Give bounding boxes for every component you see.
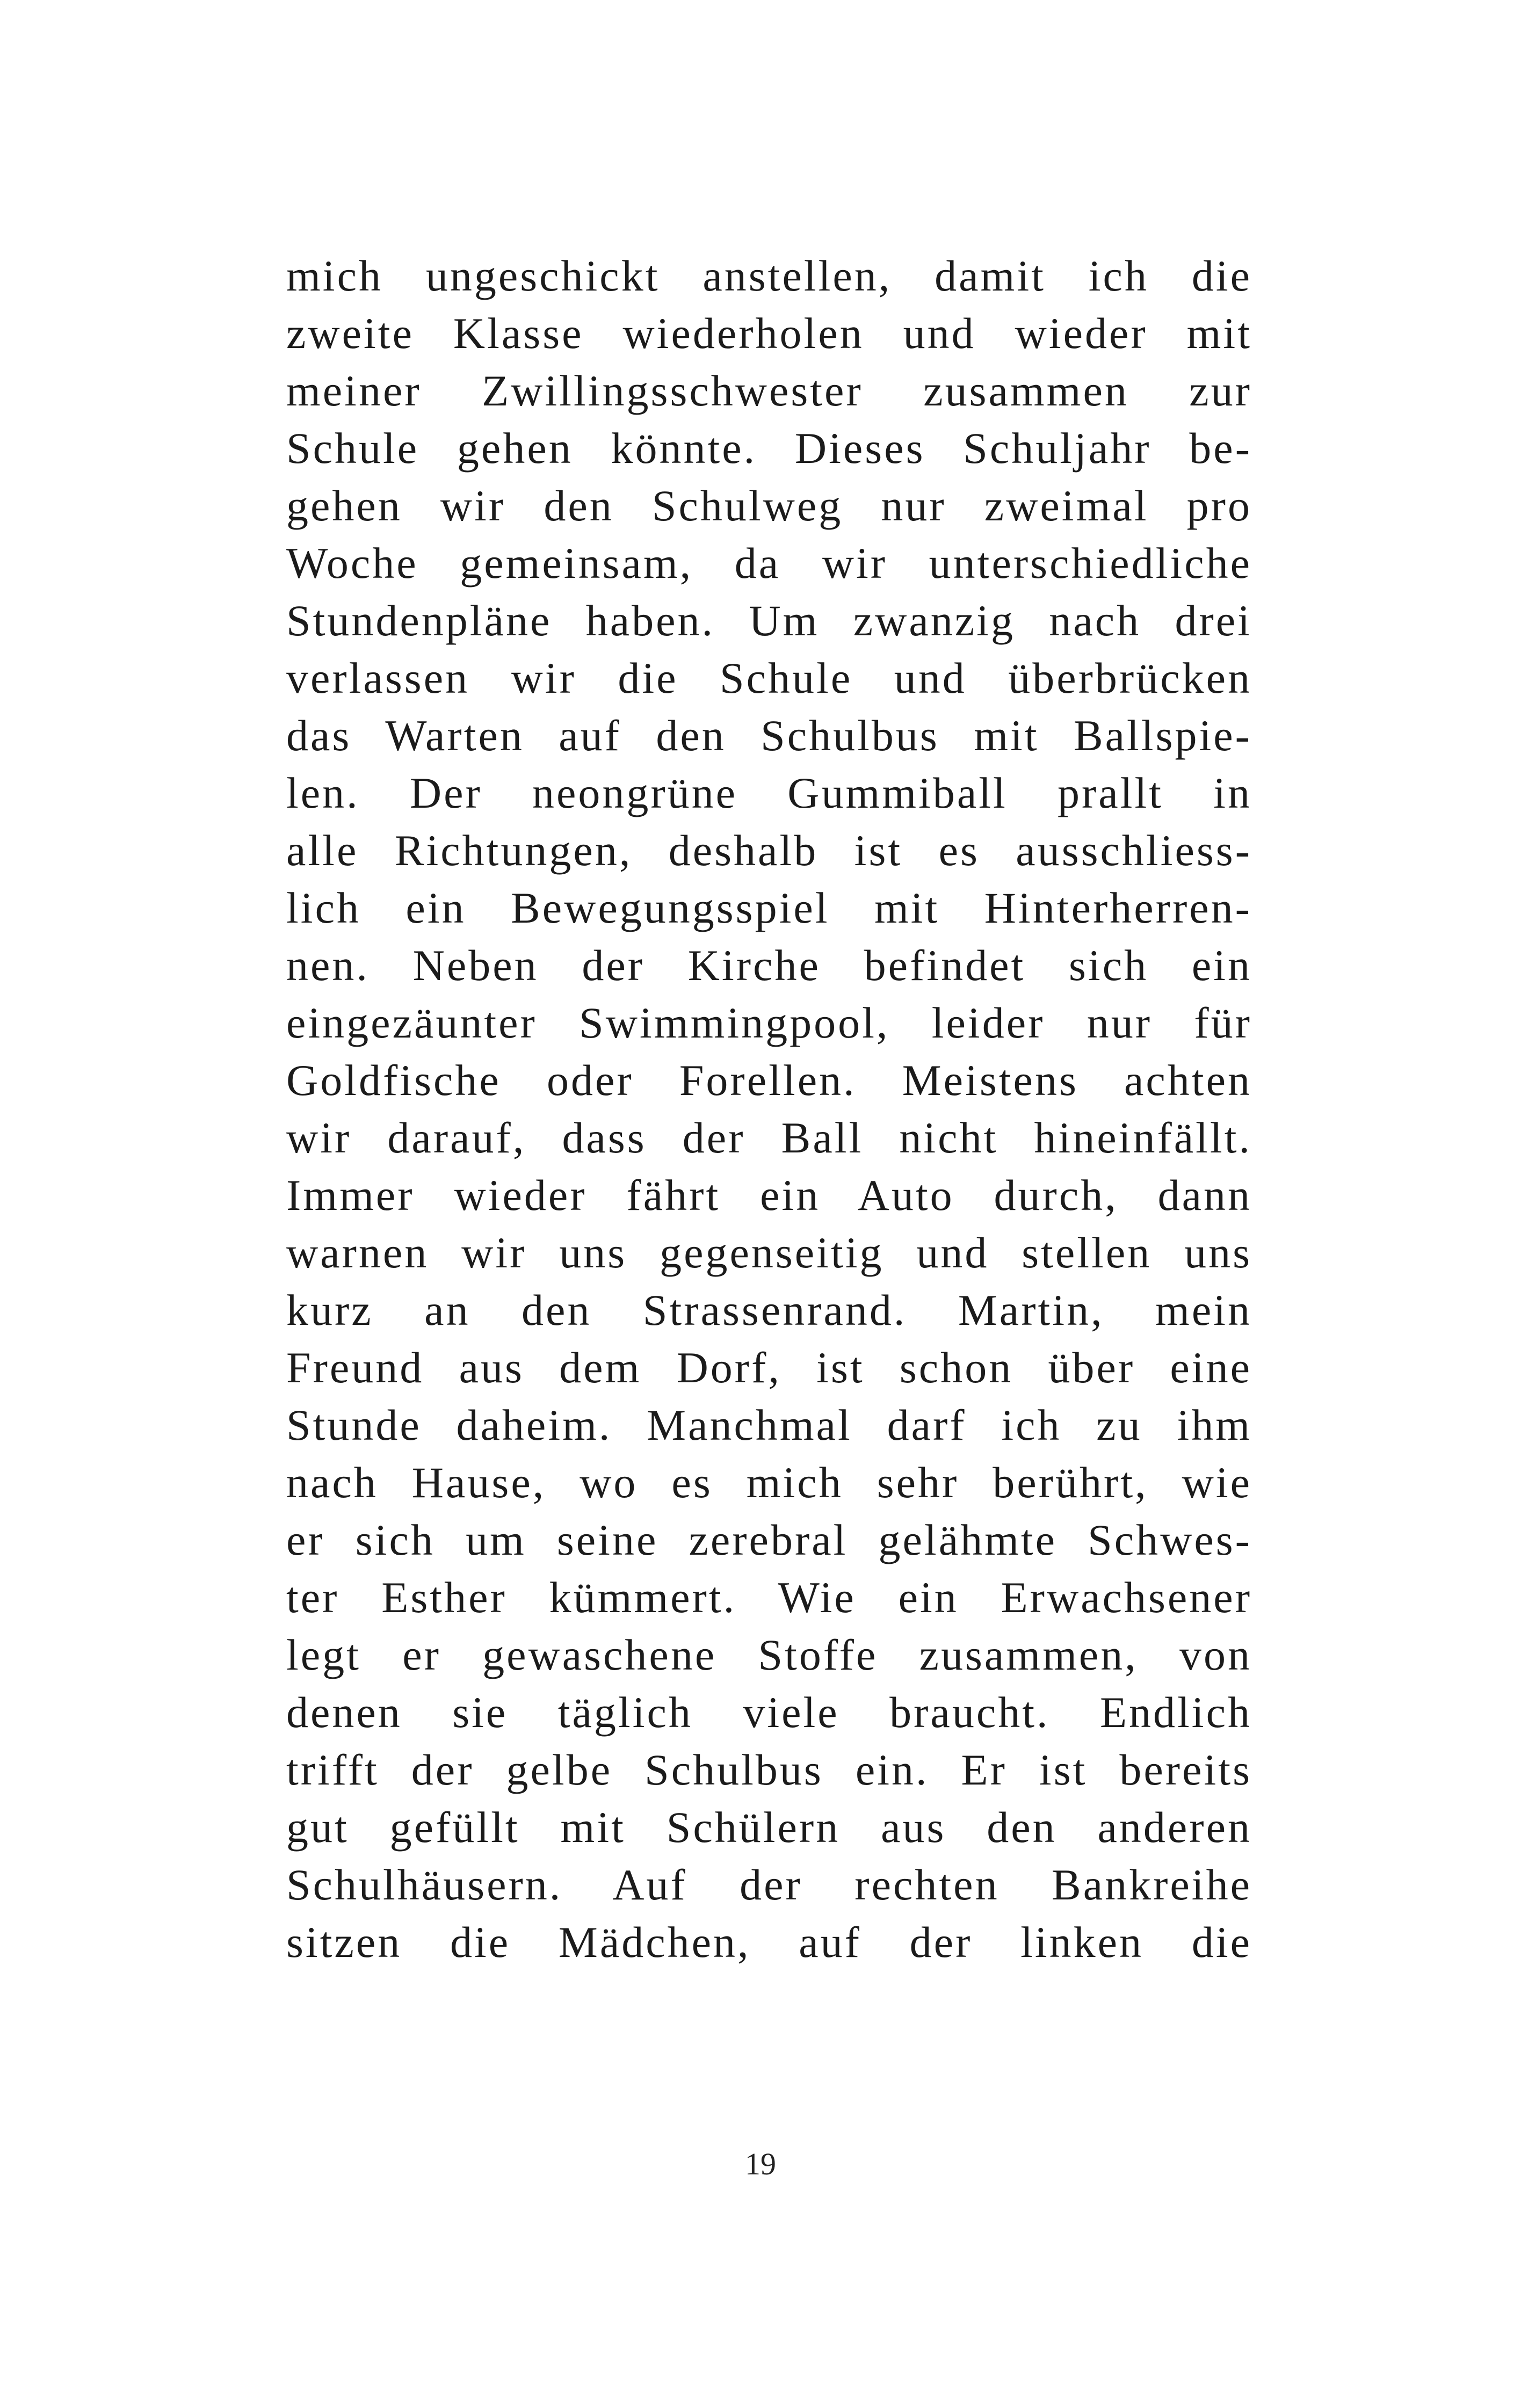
text-line: Stunde daheim. Manchmal darf ich zu ihm [286,1401,1252,1449]
text-line: wir darauf, dass der Ball nicht hineinfällt. [286,1113,1252,1162]
text-line: zweite Klasse wiederholen und wieder mit [286,309,1252,358]
text-line: trifft der gelbe Schulbus ein. Er ist bereits [286,1745,1252,1794]
page-number: 19 [745,2146,776,2181]
text-line: alle Richtungen, deshalb ist es ausschliess- [286,826,1252,875]
text-line: Stundenpläne haben. Um zwanzig nach drei [286,596,1252,645]
text-line: warnen wir uns gegenseitig und stellen uns [286,1228,1252,1277]
body-text [286,247,1252,1971]
text-line: denen sie täglich viele braucht. Endlich [286,1688,1252,1737]
text-line: legt er gewaschene Stoffe zusammen, von [286,1630,1252,1679]
text-line: lich ein Bewegungsspiel mit Hinterherren- [286,883,1252,932]
text-line: das Warten auf den Schulbus mit Ballspie- [286,711,1252,760]
text-line: ter Esther kümmert. Wie ein Erwachsener [286,1573,1252,1622]
text-line: er sich um seine zerebral gelähmte Schwes- [286,1515,1252,1564]
text-line: Schule gehen könnte. Dieses Schuljahr be- [286,424,1252,473]
text-line: len. Der neongrüne Gummiball prallt in [286,768,1252,817]
text-line: Woche gemeinsam, da wir unterschiedliche [286,539,1252,588]
text-line: sitzen die Mädchen, auf der linken die [286,1918,1252,1967]
text-line: Immer wieder fährt ein Auto durch, dann [286,1171,1252,1220]
text-line: Goldfische oder Forellen. Meistens achten [286,1056,1252,1105]
text-line: nach Hause, wo es mich sehr berührt, wie [286,1458,1252,1507]
text-line: nen. Neben der Kirche befindet sich ein [286,941,1252,990]
text-line: Freund aus dem Dorf, ist schon über eine [286,1343,1252,1392]
text-line: gut gefüllt mit Schülern aus den anderen [286,1803,1252,1852]
text-line: mich ungeschickt anstellen, damit ich die [286,251,1252,300]
text-line: gehen wir den Schulweg nur zweimal pro [286,481,1252,530]
text-line: meiner Zwillingsschwester zusammen zur [286,366,1252,415]
text-line: eingezäunter Swimmingpool, leider nur für [286,998,1252,1047]
text-line: verlassen wir die Schule und überbrücken [286,654,1252,702]
text-line: Schulhäusern. Auf der rechten Bankreihe [286,1860,1252,1909]
text-line: kurz an den Strassenrand. Martin, mein [286,1286,1252,1334]
